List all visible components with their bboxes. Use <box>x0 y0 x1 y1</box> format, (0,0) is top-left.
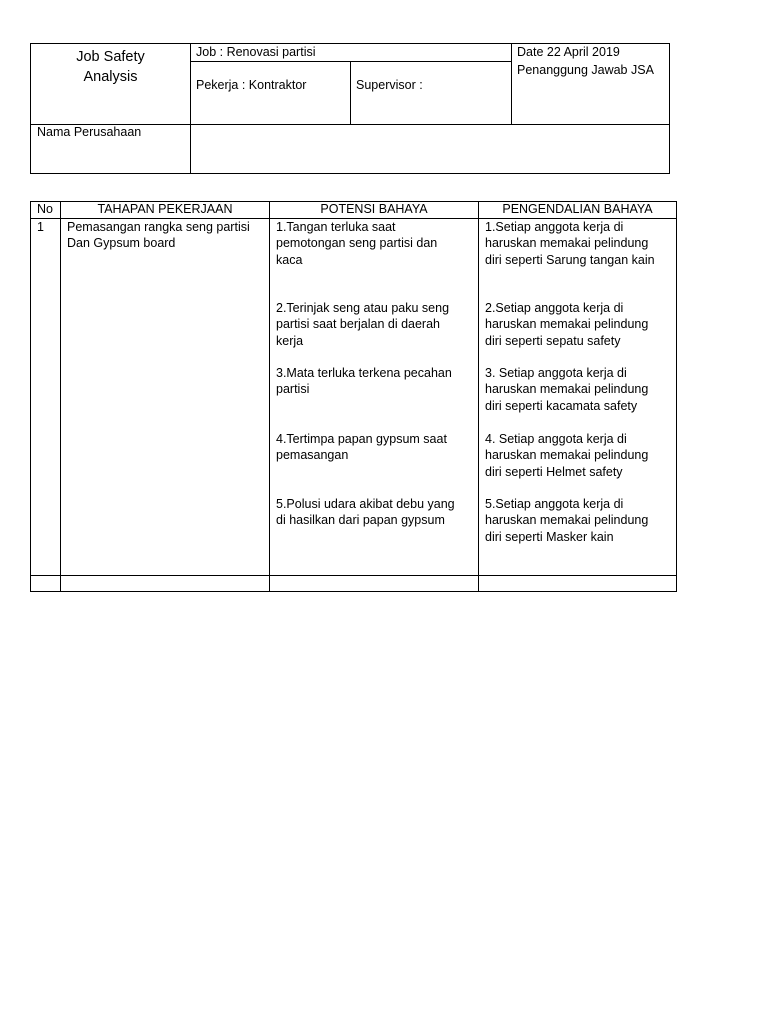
date-label: Date 22 April 2019 <box>517 45 620 59</box>
tahapan-line-2: Dan Gypsum board <box>67 236 176 251</box>
penanggung-jawab-label: Penanggung Jawab JSA <box>517 63 654 77</box>
potensi-item-1-line-1: 1.Tangan terluka saat <box>276 220 396 234</box>
pengendalian-item-2 <box>485 300 672 349</box>
pengendalian-item-3-line-2: haruskan memakai pelindung <box>485 382 649 397</box>
pengendalian-item-4 <box>485 431 672 480</box>
potensi-item-5 <box>276 496 474 529</box>
supervisor-label: Supervisor : <box>356 78 423 92</box>
document-title <box>31 47 190 87</box>
potensi-item-3 <box>276 365 474 398</box>
empty-table-row <box>31 576 677 592</box>
row-number: 1 <box>31 219 61 576</box>
column-header-potensi: POTENSI BAHAYA <box>270 202 479 219</box>
potensi-item-2 <box>276 300 474 349</box>
pengendalian-item-4-line-1: 4. Setiap anggota kerja di <box>485 432 627 446</box>
potensi-item-5-line-2: di hasilkan dari papan gypsum <box>276 513 445 528</box>
title-line-2: Analysis <box>83 69 138 85</box>
potensi-item-1 <box>276 219 474 268</box>
empty-cell <box>479 576 677 592</box>
potensi-item-5-line-1: 5.Polusi udara akibat debu yang <box>276 497 455 511</box>
empty-cell <box>61 576 270 592</box>
pengendalian-item-5-line-2: haruskan memakai pelindung <box>485 513 649 528</box>
potensi-item-4 <box>276 431 474 464</box>
empty-cell <box>31 576 61 592</box>
column-header-tahapan: TAHAPAN PEKERJAAN <box>61 202 270 219</box>
pekerja-label: Pekerja : Kontraktor <box>196 78 307 92</box>
pengendalian-item-4-line-3: diri seperti Helmet safety <box>485 464 623 479</box>
pengendalian-item-1-line-3: diri seperti Sarung tangan kain <box>485 252 655 267</box>
potensi-cell <box>270 219 479 576</box>
pengendalian-item-5-line-3: diri seperti Masker kain <box>485 529 614 544</box>
pengendalian-item-2-line-3: diri seperti sepatu safety <box>485 333 621 348</box>
table-row <box>31 219 677 576</box>
tahapan-cell <box>61 219 270 576</box>
column-header-pengendalian: PENGENDALIAN BAHAYA <box>479 202 677 219</box>
potensi-item-1-line-2: pemotongan seng partisi dan <box>276 236 438 251</box>
tahapan-line-1: Pemasangan rangka seng partisi <box>67 220 250 234</box>
potensi-item-4-line-2: pemasangan <box>276 448 349 463</box>
pengendalian-item-3-line-1: 3. Setiap anggota kerja di <box>485 366 627 380</box>
pengendalian-item-1 <box>485 219 672 268</box>
column-header-no: No <box>31 202 61 219</box>
pengendalian-item-3-line-3: diri seperti kacamata safety <box>485 398 638 413</box>
pengendalian-cell <box>479 219 677 576</box>
potensi-item-3-line-2: partisi <box>276 382 310 397</box>
pengendalian-item-2-line-1: 2.Setiap anggota kerja di <box>485 301 624 315</box>
pengendalian-item-4-line-2: haruskan memakai pelindung <box>485 448 649 463</box>
jsa-table <box>30 201 677 592</box>
potensi-item-2-line-1: 2.Terinjak seng atau paku seng <box>276 301 450 315</box>
pengendalian-item-5 <box>485 496 672 545</box>
pengendalian-item-5-line-1: 5.Setiap anggota kerja di <box>485 497 624 511</box>
nama-perusahaan-label: Nama Perusahaan <box>37 125 142 139</box>
job-label: Job : Renovasi partisi <box>196 45 316 59</box>
pengendalian-item-2-line-2: haruskan memakai pelindung <box>485 317 649 332</box>
table-header-row <box>31 202 677 219</box>
potensi-item-3-line-1: 3.Mata terluka terkena pecahan <box>276 366 452 380</box>
potensi-item-1-line-3: kaca <box>276 252 303 267</box>
pengendalian-item-1-line-2: haruskan memakai pelindung <box>485 236 649 251</box>
pengendalian-item-1-line-1: 1.Setiap anggota kerja di <box>485 220 624 234</box>
potensi-item-2-line-2: partisi saat berjalan di daerah <box>276 317 440 332</box>
jsa-header <box>30 43 670 174</box>
potensi-item-2-line-3: kerja <box>276 333 304 348</box>
pengendalian-item-3 <box>485 365 672 414</box>
empty-cell <box>270 576 479 592</box>
potensi-item-4-line-1: 4.Tertimpa papan gypsum saat <box>276 432 447 446</box>
title-line-1: Job Safety <box>76 49 145 65</box>
